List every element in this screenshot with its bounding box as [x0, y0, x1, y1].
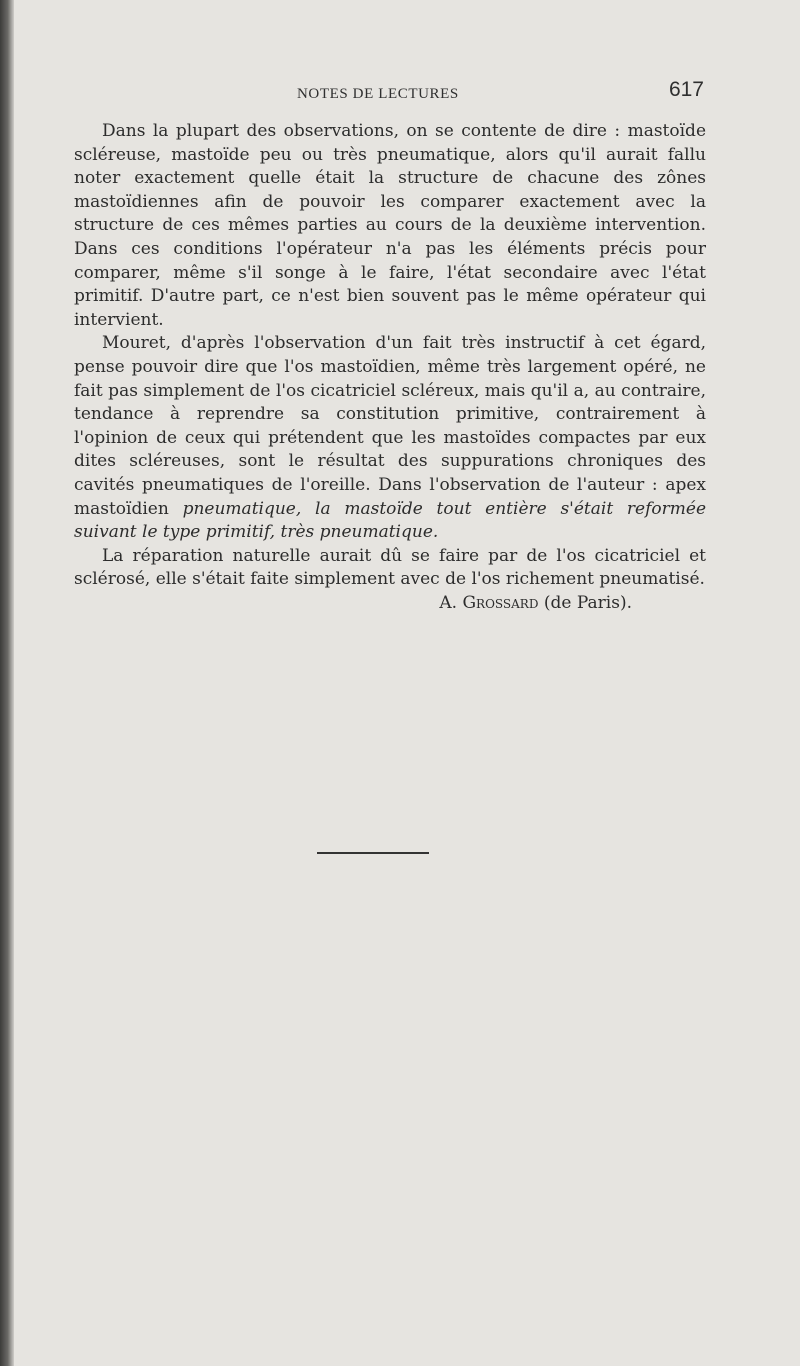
paragraph-3: La réparation naturelle aurait dû se faire par de l'os cicatriciel et sclérosé, elle s'était faite simplement avec de l'os richement pneumatisé. [74, 545, 706, 590]
paragraph-1: Dans la plupart des observations, on se contente de dire : mastoïde scléreuse, mastoïde peu ou très pneumatique, alors qu'il aurait fallu noter exactement quelle était la structure de chacune des zônes mastoïdiennes afin de pouvoir les comparer exactement avec la structure de ces mêmes parties au cours de la deuxième intervention. Dans ces conditions l'opérateur n'a pas les éléments précis pour comparer, même s'il songe à le faire, l'état secondaire avec l'état primitif. D'autre part, ce n'est bien souvent pas le même opérateur qui intervient. [74, 121, 706, 330]
article-body [74, 120, 706, 615]
page-number: 617 [668, 78, 704, 101]
paragraph-2-text: Mouret, d'après l'observation d'un fait très instructif à cet égard, pense pouvoir dire que l'os mastoïdien, même très largement opéré, ne fait pas simplement de l'os cicatriciel scléreux, mais qu'il a, au contraire, tendance à reprendre sa constitution primitive, contrairement à l'opinion de ceux qui prétendent que les mastoïdes compactes par eux dites scléreuses, sont le résultat des suppurations chroniques des cavités pneumatiques de l'oreille. Dans l'observation de l'auteur : apex mastoïdien [74, 333, 706, 519]
signature-place: (de Paris). [538, 592, 632, 613]
author-signature [439, 592, 632, 616]
book-spine [0, 0, 14, 1366]
signature-line [74, 592, 706, 616]
section-divider [317, 852, 429, 854]
signature-name: Grossard [462, 592, 539, 613]
paragraph-2 [74, 332, 706, 544]
running-title: NOTES DE LECTURES [297, 86, 459, 102]
page-header [14, 78, 800, 104]
page [14, 0, 800, 1366]
paragraph-2-italic: pneumatique, la mastoïde tout entière s'était reformée suivant le type primitif, très pneumatique. [74, 498, 707, 543]
signature-initial: A. [439, 592, 463, 613]
